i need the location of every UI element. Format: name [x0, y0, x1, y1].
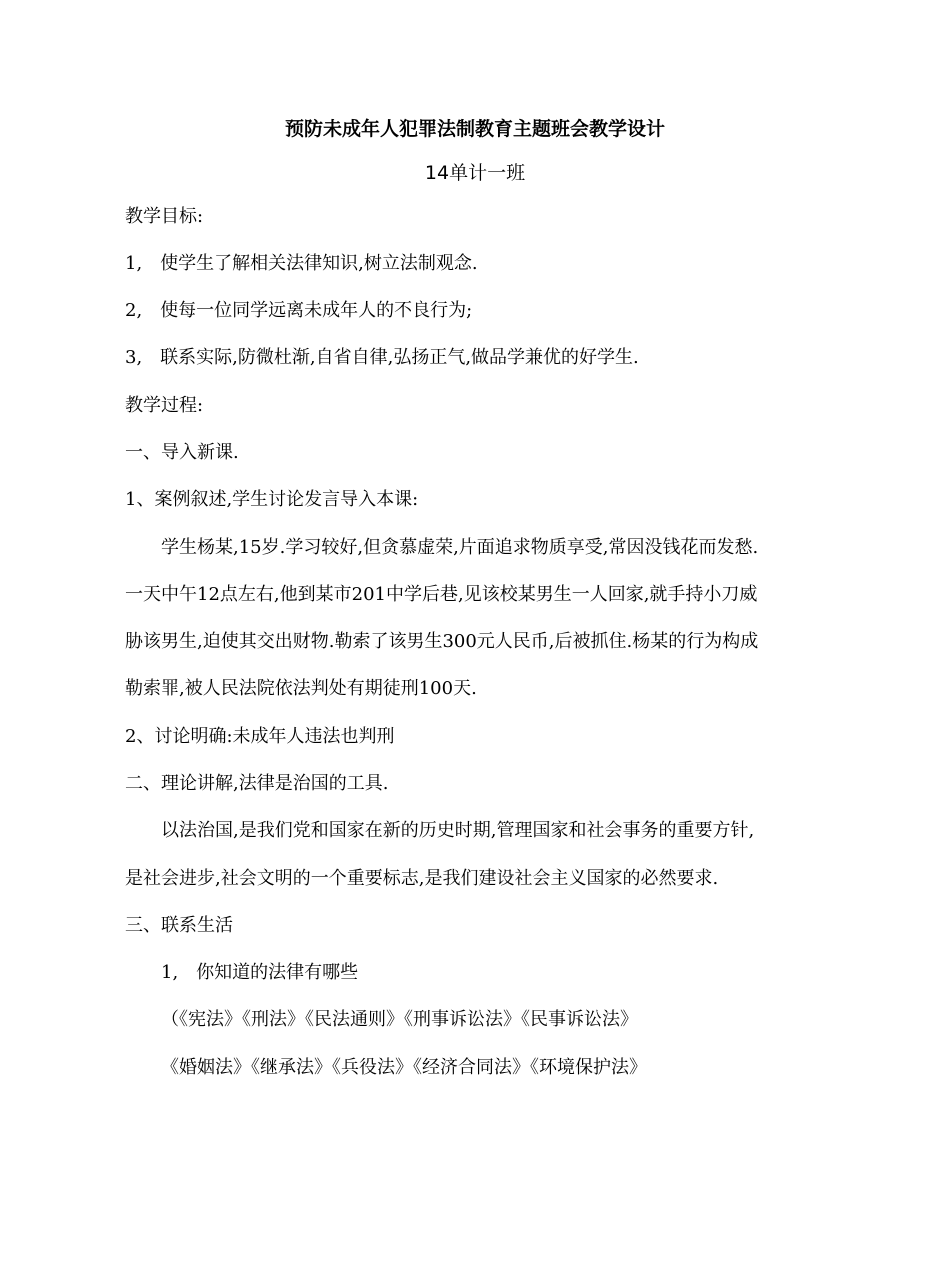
theory-line-1: 以法治国,是我们党和国家在新的历史时期,管理国家和社会事务的重要方针,: [161, 820, 755, 841]
case-line-3: 胁该男生,迫使其交出财物.勒索了该男生300元人民币,后被抓住.杨某的行为构成: [125, 631, 759, 652]
section-2-heading: 二、理论讲解,法律是治国的工具.: [125, 773, 389, 794]
section-3-item-1: 1, 你知道的法律有哪些: [161, 962, 359, 983]
section-3-heading: 三、联系生活: [125, 915, 233, 936]
objective-item-1: 1, 使学生了解相关法律知识,树立法制观念.: [125, 253, 478, 274]
objective-item-3: 3, 联系实际,防微杜渐,自省自律,弘扬正气,做品学兼优的好学生.: [125, 347, 639, 368]
process-heading: 教学过程:: [125, 395, 204, 416]
laws-line-2: 《婚姻法》《继承法》《兵役法》《经济合同法》《环境保护法》: [161, 1057, 647, 1078]
section-1-item-1: 1、案例叙述,学生讨论发言导入本课:: [125, 489, 419, 510]
case-line-4: 勒索罪,被人民法院依法判处有期徒刑100天.: [125, 678, 477, 699]
case-line-1: 学生杨某,15岁.学习较好,但贪慕虚荣,片面追求物质享受,常因没钱花而发愁.: [161, 537, 759, 558]
class-name: 14单计一班: [424, 162, 526, 184]
objectives-heading: 教学目标:: [125, 206, 204, 227]
document-title: 预防未成年人犯罪法制教育主题班会教学设计: [284, 118, 665, 140]
theory-line-2: 是社会进步,社会文明的一个重要标志,是我们建设社会主义国家的必然要求.: [125, 868, 719, 889]
section-1-heading: 一、导入新课.: [125, 442, 239, 463]
laws-line-1: （《宪法》《刑法》《民法通则》《刑事诉讼法》《民事诉讼法》: [161, 1009, 638, 1030]
section-1-item-2: 2、讨论明确:未成年人违法也判刑: [125, 726, 395, 747]
objective-item-2: 2, 使每一位同学远离未成年人的不良行为;: [125, 300, 473, 321]
case-line-2: 一天中午12点左右,他到某市201中学后巷,见该校某男生一人回家,就手持小刀威: [125, 584, 758, 605]
